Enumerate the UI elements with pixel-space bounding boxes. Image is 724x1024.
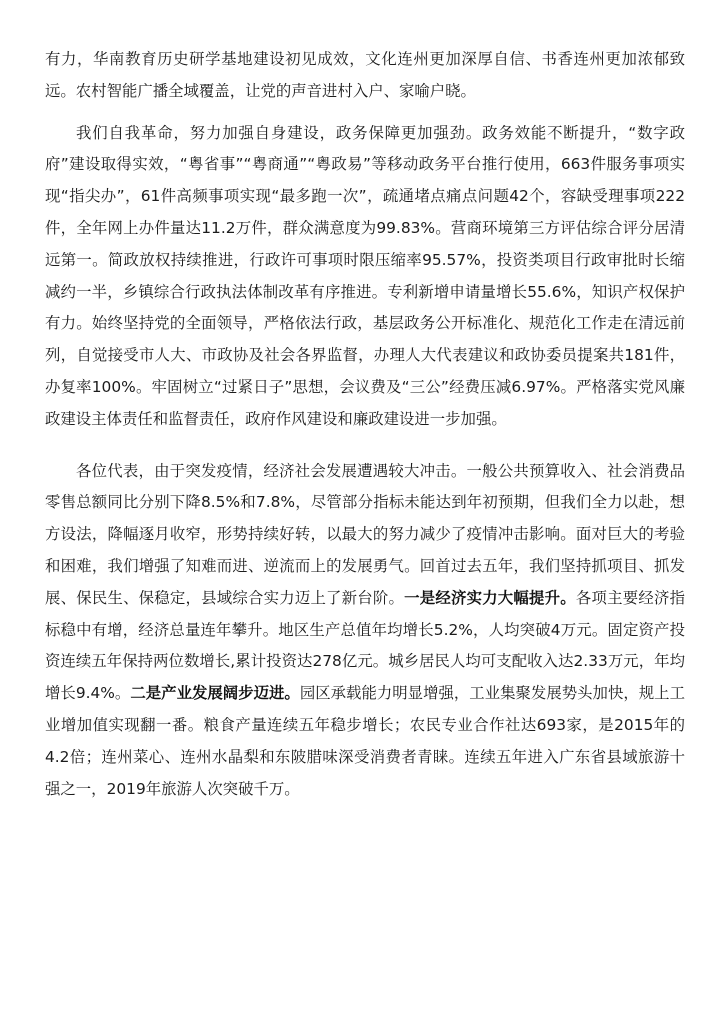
paragraph-text-segment: 各位代表，由于突发疫情，经济社会发展遭遇较大冲击。一般公共预算收入、社会消费品零售总额同比分别下降8.5%和7.8%，尽管部分指标未能达到年初预期，但我们全力以赴，想方设法，降幅逐月收窄，形势持续好转，以最大的努力减少了疫情冲击影响。面对巨大的考验和困难，我们增强了知难而进、逆流而上的发展勇气。回首过去五年，我们坚持抓项目、抓发展、保民生、保稳定，县域综合实力迈上了新台阶。	[45, 461, 685, 607]
bold-heading-economic-strength: 一是经济实力大幅提升。	[404, 588, 576, 607]
paragraph-continued: 有力，华南教育历史研学基地建设初见成效，文化连州更加深厚自信、书香连州更加浓郁致远。农村智能广播全域覆盖，让党的声音进村入户、家喻户晓。	[45, 50, 685, 100]
paragraph-review	[45, 456, 685, 806]
paragraph-text-segment: 园区承载能力明显增强，工业集聚发展势头加快，规上工业增加值实现翻一番。粮食产量连续五年稳步增长；农民专业合作社达693家，是2015年的4.2倍；连州菜心、连州水晶梨和东陂腊味深受消费者青睐。连续五年进入广东省县域旅游十强之一，2019年旅游人次突破千万。	[45, 684, 685, 798]
paragraph-self-reform: 我们自我革命，努力加强自身建设，政务保障更加强劲。政务效能不断提升，“数字政府”建设取得实效，“粤省事”“粤商通”“粤政易”等移动政务平台推行使用，663件服务事项实现“指尖办”，61件高频事项实现“最多跑一次”，疏通堵点痛点问题42个，容缺受理事项222件，全年网上办件量达11.2万件，群众满意度为99.83%。营商环境第三方评估综合评分居清远第一。简政放权持续推进，行政许可事项时限压缩率95.57%，投资类项目行政审批时长缩减约一半，乡镇综合行政执法体制改革有序推进。专利新增申请量增长55.6%，知识产权保护有力。始终坚持党的全面领导，严格依法行政，基层政务公开标准化、规范化工作走在清远前列，自觉接受市人大、市政协及社会各界监督，办理人大代表建议和政协委员提案共181件，办复率100%。牢固树立“过紧日子”思想，会议费及“三公”经费压减6.97%。严格落实党风廉政建设主体责任和监督责任，政府作风建设和廉政建设进一步加强。	[45, 123, 685, 428]
paragraph-text-segment: 各项主要经济指标稳中有增，经济总量连年攀升。地区生产总值年均增长5.2%，人均突破4万元。固定资产投资连续五年保持两位数增长,累计投资达278亿元。城乡居民人均可支配收入达2.33万元，年均增长9.4%。	[45, 588, 685, 703]
bold-heading-industry-development: 二是产业发展阔步迈进。	[130, 684, 300, 703]
document-page	[45, 44, 685, 805]
